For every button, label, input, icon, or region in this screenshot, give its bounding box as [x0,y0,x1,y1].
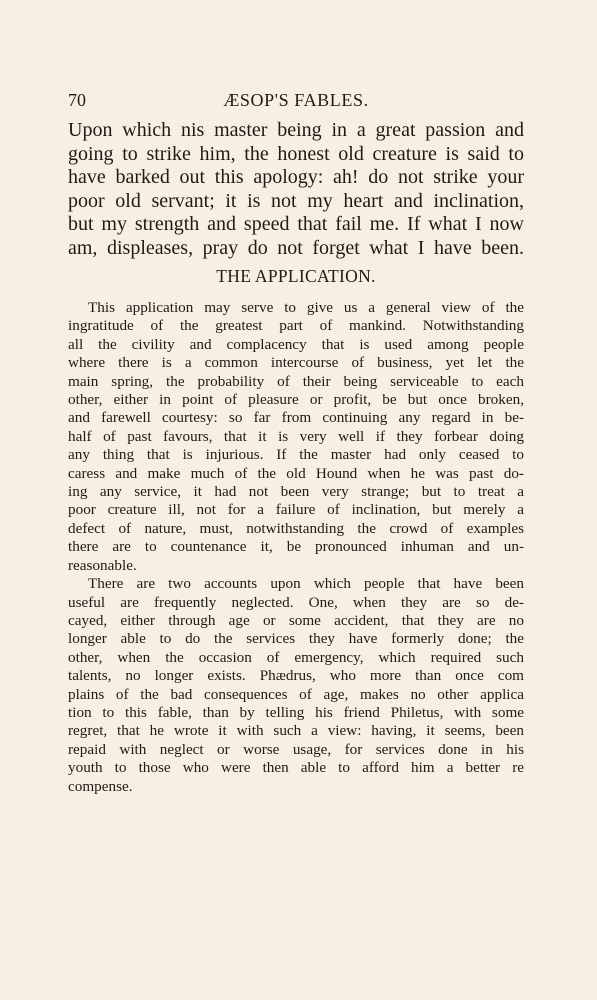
application-line: plains of the bad consequences of age, makes no other applica [68,685,524,703]
running-title: ÆSOP'S FABLES. [223,90,369,110]
fable-line: Upon which nis master being in a great passion and [68,119,524,141]
application-line: main spring, the probability of their being serviceable to each [68,372,524,390]
application-text [68,299,524,796]
application-line: useful are frequently neglected. One, when they are so de- [68,593,524,611]
application-line: ingratitude of the greatest part of mankind. Notwithstanding [68,317,524,335]
application-heading: THE APPLICATION. [216,266,376,286]
fable-line: going to strike him, the honest old creature is said to [68,142,524,165]
application-line: poor creature ill, not for a failure of inclination, but merely a [68,501,524,519]
fable-line: poor old servant; it is not my heart and inclination, [68,189,524,212]
application-line: longer able to do the services they have formerly done; the [68,630,524,648]
application-line: cayed, either through age or some accident, that they are no [68,611,524,629]
fable-line: but my strength and speed that fail me. If what I now [68,213,524,235]
application-line: regret, that he wrote it with such a view: having, it seems, been [68,722,524,740]
application-line: other, either in point of pleasure or profit, be but once broken, [68,391,524,409]
application-line: tion to this fable, than by telling his friend Philetus, with some [68,703,524,721]
application-line: talents, no longer exists. Phædrus, who more than once com [68,667,524,685]
application-line: compense. [68,777,133,795]
application-line: half of past favours, that it is very well if they forbear doing [68,427,524,445]
application-line: any thing that is injurious. If the master had only ceased to [68,446,524,464]
application-line: This application may serve to give us a general view of the [88,299,524,316]
fable-line: have barked out this apology: ah! do not strike your [68,166,524,188]
application-line: where there is a common intercourse of business, yet let the [68,354,524,372]
fable-line: am, displeases, pray do not forget what I have been. [68,236,524,259]
application-line: ing any service, it had not been very strange; but to treat a [68,483,524,501]
page-number: 70 [68,90,86,110]
application-line: youth to those who were then able to afford him a better re [68,759,524,777]
application-line: reasonable. [68,556,137,574]
application-line: all the civility and complacency that is used among people [68,335,524,353]
application-line: defect of nature, must, notwithstanding the crowd of examples [68,519,524,537]
fable-text [68,119,524,260]
application-line: and farewell courtesy: so far from continuing any regard in be- [68,409,524,427]
application-line: other, when the occasion of emergency, which required such [68,648,524,666]
application-line: caress and make much of the old Hound when he was past do- [68,464,524,482]
application-line: there are to countenance it, be pronounced inhuman and un- [68,538,524,556]
application-line: repaid with neglect or worse usage, for services done in his [68,740,524,758]
running-head [68,88,524,112]
application-line: There are two accounts upon which people that have been [88,575,524,593]
